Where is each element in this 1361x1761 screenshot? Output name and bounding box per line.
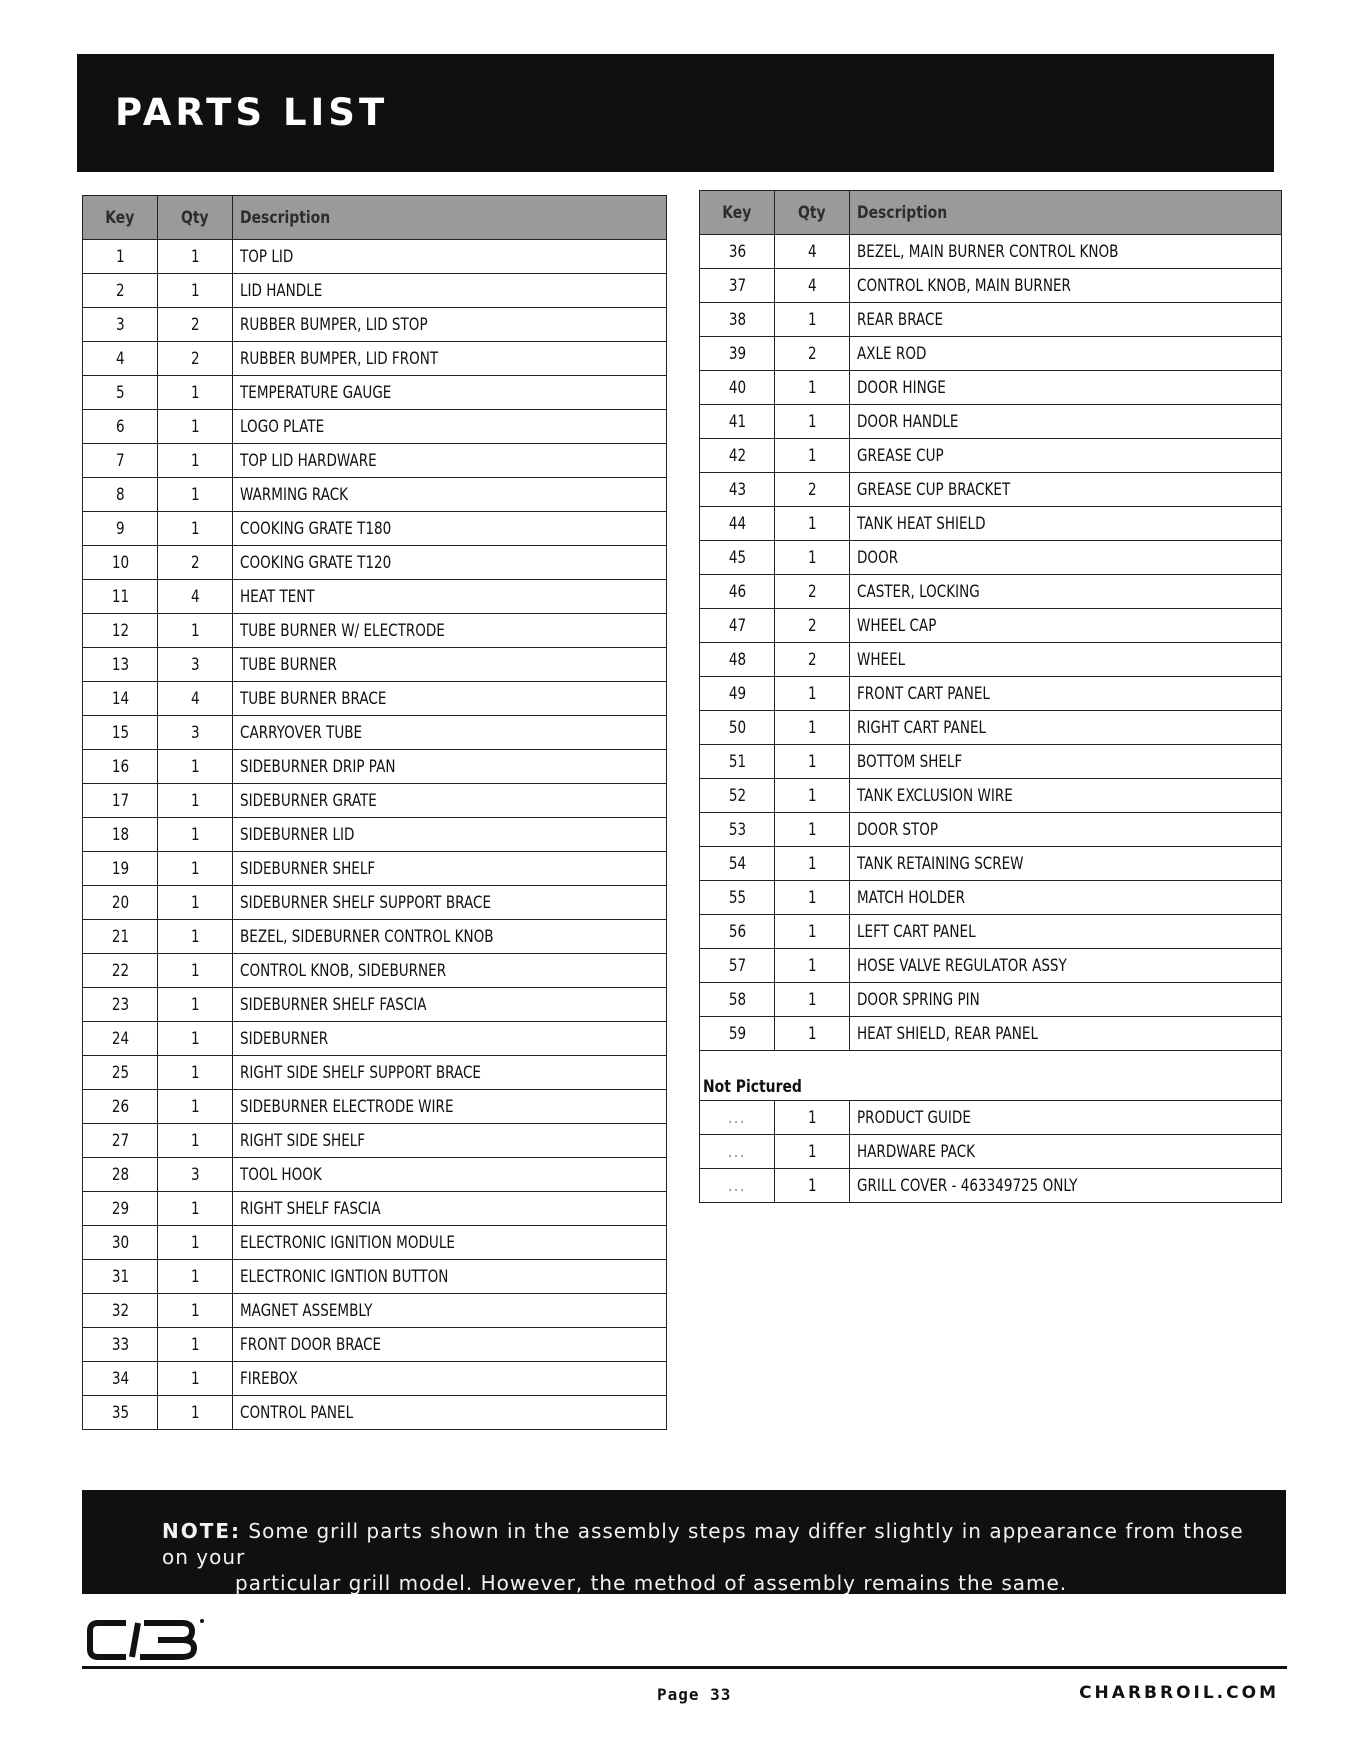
table-row <box>700 1135 1282 1169</box>
part-key: 38 <box>700 303 775 337</box>
table-row <box>83 580 667 614</box>
part-description: CASTER, LOCKING <box>850 575 1282 609</box>
table-row <box>83 784 667 818</box>
part-description: RIGHT SIDE SHELF SUPPORT BRACE <box>233 1056 667 1090</box>
part-qty: 1 <box>158 886 233 920</box>
part-qty: 1 <box>158 444 233 478</box>
part-qty: 1 <box>158 478 233 512</box>
part-key: 30 <box>83 1226 158 1260</box>
part-description: GRILL COVER - 463349725 ONLY <box>850 1169 1282 1203</box>
part-qty: 1 <box>775 677 850 711</box>
table-row <box>700 269 1282 303</box>
not-pictured-row <box>700 1051 1282 1101</box>
table-row <box>83 1260 667 1294</box>
part-description: BEZEL, SIDEBURNER CONTROL KNOB <box>233 920 667 954</box>
table-row <box>700 1169 1282 1203</box>
part-key: 18 <box>83 818 158 852</box>
part-key: 32 <box>83 1294 158 1328</box>
part-description: MATCH HOLDER <box>850 881 1282 915</box>
qty-column-header: Qty <box>158 196 233 240</box>
table-row <box>700 745 1282 779</box>
part-qty: 1 <box>775 983 850 1017</box>
part-description: WARMING RACK <box>233 478 667 512</box>
note-text <box>162 1518 1262 1596</box>
part-key: 9 <box>83 512 158 546</box>
part-description: AXLE ROD <box>850 337 1282 371</box>
part-qty: 1 <box>158 784 233 818</box>
table-row <box>700 643 1282 677</box>
description-column-header: Description <box>850 191 1282 235</box>
part-key: 59 <box>700 1017 775 1051</box>
part-description: RUBBER BUMPER, LID STOP <box>233 308 667 342</box>
part-qty: 1 <box>775 881 850 915</box>
part-description: HEAT TENT <box>233 580 667 614</box>
part-qty: 1 <box>158 1362 233 1396</box>
part-description: BEZEL, MAIN BURNER CONTROL KNOB <box>850 235 1282 269</box>
table-row <box>700 337 1282 371</box>
part-qty: 1 <box>158 1260 233 1294</box>
table-row <box>83 1294 667 1328</box>
table-row <box>700 813 1282 847</box>
part-description: TUBE BURNER <box>233 648 667 682</box>
part-description: CONTROL PANEL <box>233 1396 667 1430</box>
part-qty: 1 <box>775 1101 850 1135</box>
part-key: 6 <box>83 410 158 444</box>
table-row <box>700 983 1282 1017</box>
part-key: ... <box>700 1135 775 1169</box>
table-row <box>83 1328 667 1362</box>
part-qty: 1 <box>158 1226 233 1260</box>
part-key: 26 <box>83 1090 158 1124</box>
part-description: BOTTOM SHELF <box>850 745 1282 779</box>
page-title: PARTS LIST <box>115 91 389 134</box>
part-qty: 4 <box>158 580 233 614</box>
part-key: 3 <box>83 308 158 342</box>
table-row <box>83 1192 667 1226</box>
part-key: 37 <box>700 269 775 303</box>
table-row <box>83 852 667 886</box>
part-qty: 2 <box>775 643 850 677</box>
part-description: DOOR SPRING PIN <box>850 983 1282 1017</box>
part-key: 1 <box>83 240 158 274</box>
part-key: 57 <box>700 949 775 983</box>
part-key: 12 <box>83 614 158 648</box>
table-row <box>83 1124 667 1158</box>
table-row <box>700 677 1282 711</box>
part-description: RIGHT SIDE SHELF <box>233 1124 667 1158</box>
part-qty: 3 <box>158 1158 233 1192</box>
part-key: 33 <box>83 1328 158 1362</box>
part-qty: 1 <box>775 439 850 473</box>
table-row <box>83 444 667 478</box>
table-row <box>83 682 667 716</box>
table-row <box>700 303 1282 337</box>
part-description: RIGHT SHELF FASCIA <box>233 1192 667 1226</box>
part-key: ... <box>700 1169 775 1203</box>
part-qty: 1 <box>775 813 850 847</box>
part-key: 44 <box>700 507 775 541</box>
part-description: SIDEBURNER SHELF FASCIA <box>233 988 667 1022</box>
key-column-header: Key <box>700 191 775 235</box>
part-qty: 1 <box>775 745 850 779</box>
table-row <box>700 779 1282 813</box>
part-key: 50 <box>700 711 775 745</box>
part-key: 4 <box>83 342 158 376</box>
part-qty: 1 <box>775 541 850 575</box>
table-header-row <box>700 191 1282 235</box>
table-row <box>700 405 1282 439</box>
table-row <box>700 371 1282 405</box>
part-description: HARDWARE PACK <box>850 1135 1282 1169</box>
part-key: 24 <box>83 1022 158 1056</box>
part-key: 41 <box>700 405 775 439</box>
table-row <box>83 954 667 988</box>
note-label: NOTE: <box>162 1519 242 1543</box>
table-row <box>83 920 667 954</box>
part-key: 40 <box>700 371 775 405</box>
part-description: CARRYOVER TUBE <box>233 716 667 750</box>
table-row <box>83 546 667 580</box>
part-key: 55 <box>700 881 775 915</box>
table-row <box>83 308 667 342</box>
part-key: 16 <box>83 750 158 784</box>
part-key: 22 <box>83 954 158 988</box>
table-row <box>83 478 667 512</box>
part-key: 39 <box>700 337 775 371</box>
part-description: TOP LID <box>233 240 667 274</box>
part-description: RUBBER BUMPER, LID FRONT <box>233 342 667 376</box>
part-key: 42 <box>700 439 775 473</box>
part-description: TANK RETAINING SCREW <box>850 847 1282 881</box>
part-key: 28 <box>83 1158 158 1192</box>
part-key: 19 <box>83 852 158 886</box>
part-key: 20 <box>83 886 158 920</box>
part-qty: 1 <box>158 410 233 444</box>
table-row <box>700 1101 1282 1135</box>
part-key: 53 <box>700 813 775 847</box>
part-qty: 1 <box>775 1017 850 1051</box>
part-description: MAGNET ASSEMBLY <box>233 1294 667 1328</box>
table-row <box>700 541 1282 575</box>
part-qty: 2 <box>775 609 850 643</box>
part-description: LEFT CART PANEL <box>850 915 1282 949</box>
part-qty: 1 <box>158 376 233 410</box>
part-description: COOKING GRATE T180 <box>233 512 667 546</box>
part-key: 35 <box>83 1396 158 1430</box>
part-description: TUBE BURNER W/ ELECTRODE <box>233 614 667 648</box>
part-description: TOOL HOOK <box>233 1158 667 1192</box>
table-row <box>83 750 667 784</box>
table-row <box>700 711 1282 745</box>
parts-table-left <box>82 195 667 1430</box>
part-key: 46 <box>700 575 775 609</box>
table-row <box>83 410 667 444</box>
part-description: TOP LID HARDWARE <box>233 444 667 478</box>
part-key: 43 <box>700 473 775 507</box>
key-column-header: Key <box>83 196 158 240</box>
part-qty: 1 <box>158 274 233 308</box>
table-row <box>83 1022 667 1056</box>
part-qty: 1 <box>158 1124 233 1158</box>
table-row <box>83 1362 667 1396</box>
part-key: 2 <box>83 274 158 308</box>
part-description: CONTROL KNOB, SIDEBURNER <box>233 954 667 988</box>
part-qty: 1 <box>158 1396 233 1430</box>
table-row <box>700 881 1282 915</box>
table-row <box>700 473 1282 507</box>
part-key: 52 <box>700 779 775 813</box>
part-qty: 1 <box>775 507 850 541</box>
parts-table-right <box>699 190 1282 1203</box>
header-bar <box>77 54 1274 172</box>
part-key: 45 <box>700 541 775 575</box>
table-row <box>700 235 1282 269</box>
part-key: 21 <box>83 920 158 954</box>
part-description: SIDEBURNER DRIP PAN <box>233 750 667 784</box>
table-row <box>83 274 667 308</box>
part-description: COOKING GRATE T120 <box>233 546 667 580</box>
table-row <box>700 507 1282 541</box>
part-qty: 2 <box>158 342 233 376</box>
part-qty: 1 <box>158 954 233 988</box>
table-row <box>83 988 667 1022</box>
part-key: 54 <box>700 847 775 881</box>
part-qty: 1 <box>775 949 850 983</box>
part-description: FIREBOX <box>233 1362 667 1396</box>
table-row <box>83 342 667 376</box>
part-description: SIDEBURNER SHELF <box>233 852 667 886</box>
table-row <box>83 614 667 648</box>
part-description: GREASE CUP <box>850 439 1282 473</box>
table-row <box>700 847 1282 881</box>
part-key: 56 <box>700 915 775 949</box>
part-key: 51 <box>700 745 775 779</box>
part-qty: 1 <box>158 1056 233 1090</box>
part-description: SIDEBURNER <box>233 1022 667 1056</box>
part-qty: 4 <box>775 269 850 303</box>
part-qty: 2 <box>775 575 850 609</box>
part-qty: 1 <box>775 779 850 813</box>
part-description: HOSE VALVE REGULATOR ASSY <box>850 949 1282 983</box>
part-description: ELECTRONIC IGNITION MODULE <box>233 1226 667 1260</box>
table-row <box>700 609 1282 643</box>
part-qty: 1 <box>158 1328 233 1362</box>
part-qty: 2 <box>158 546 233 580</box>
page-number: Page 33 <box>657 1685 732 1704</box>
part-key: 27 <box>83 1124 158 1158</box>
part-qty: 4 <box>158 682 233 716</box>
part-key: 11 <box>83 580 158 614</box>
part-key: 10 <box>83 546 158 580</box>
part-description: LOGO PLATE <box>233 410 667 444</box>
part-description: DOOR <box>850 541 1282 575</box>
part-qty: 4 <box>775 235 850 269</box>
part-description: WHEEL <box>850 643 1282 677</box>
part-description: ELECTRONIC IGNTION BUTTON <box>233 1260 667 1294</box>
part-description: CONTROL KNOB, MAIN BURNER <box>850 269 1282 303</box>
note-banner <box>82 1490 1286 1594</box>
part-key: 58 <box>700 983 775 1017</box>
part-description: PRODUCT GUIDE <box>850 1101 1282 1135</box>
table-row <box>83 1158 667 1192</box>
table-row <box>83 1056 667 1090</box>
part-qty: 1 <box>158 614 233 648</box>
part-key: 5 <box>83 376 158 410</box>
part-qty: 1 <box>158 750 233 784</box>
part-key: 14 <box>83 682 158 716</box>
part-key: 7 <box>83 444 158 478</box>
part-description: SIDEBURNER ELECTRODE WIRE <box>233 1090 667 1124</box>
table-row <box>83 818 667 852</box>
part-description: TANK HEAT SHIELD <box>850 507 1282 541</box>
part-description: FRONT CART PANEL <box>850 677 1282 711</box>
part-qty: 2 <box>775 473 850 507</box>
table-row <box>83 716 667 750</box>
part-key: 31 <box>83 1260 158 1294</box>
not-pictured-label: Not Pictured <box>703 1077 802 1097</box>
part-key: 23 <box>83 988 158 1022</box>
part-qty: 1 <box>158 1294 233 1328</box>
table-row <box>83 648 667 682</box>
table-row <box>700 1017 1282 1051</box>
part-key: 36 <box>700 235 775 269</box>
part-qty: 1 <box>775 711 850 745</box>
part-key: 17 <box>83 784 158 818</box>
part-qty: 1 <box>158 1192 233 1226</box>
part-description: DOOR HINGE <box>850 371 1282 405</box>
part-description: TUBE BURNER BRACE <box>233 682 667 716</box>
part-qty: 1 <box>158 240 233 274</box>
part-key: 47 <box>700 609 775 643</box>
part-key: 15 <box>83 716 158 750</box>
part-qty: 3 <box>158 648 233 682</box>
note-line-2: particular grill model. However, the method of assembly remains the same. <box>235 1571 1068 1595</box>
part-description: RIGHT CART PANEL <box>850 711 1282 745</box>
part-qty: 1 <box>158 1022 233 1056</box>
part-description: LID HANDLE <box>233 274 667 308</box>
part-key: 48 <box>700 643 775 677</box>
part-description: GREASE CUP BRACKET <box>850 473 1282 507</box>
part-description: REAR BRACE <box>850 303 1282 337</box>
part-key: 34 <box>83 1362 158 1396</box>
qty-column-header: Qty <box>775 191 850 235</box>
part-description: SIDEBURNER SHELF SUPPORT BRACE <box>233 886 667 920</box>
table-row <box>83 240 667 274</box>
part-description: WHEEL CAP <box>850 609 1282 643</box>
part-key: 29 <box>83 1192 158 1226</box>
footer-rule <box>82 1666 1287 1669</box>
part-qty: 1 <box>158 818 233 852</box>
part-description: DOOR STOP <box>850 813 1282 847</box>
part-qty: 1 <box>775 847 850 881</box>
description-column-header: Description <box>233 196 667 240</box>
part-description: FRONT DOOR BRACE <box>233 1328 667 1362</box>
table-row <box>83 512 667 546</box>
table-header-row <box>83 196 667 240</box>
table-row <box>83 1396 667 1430</box>
part-qty: 1 <box>775 405 850 439</box>
part-qty: 1 <box>775 371 850 405</box>
part-qty: 1 <box>158 988 233 1022</box>
part-qty: 1 <box>775 1169 850 1203</box>
part-qty: 1 <box>775 1135 850 1169</box>
table-row <box>83 1090 667 1124</box>
part-description: TEMPERATURE GAUGE <box>233 376 667 410</box>
part-key: 25 <box>83 1056 158 1090</box>
part-qty: 1 <box>158 852 233 886</box>
table-row <box>83 376 667 410</box>
part-key: 13 <box>83 648 158 682</box>
part-qty: 1 <box>775 915 850 949</box>
charbroil-logo-icon <box>86 1615 226 1665</box>
part-key: 49 <box>700 677 775 711</box>
part-qty: 2 <box>775 337 850 371</box>
note-line-1: Some grill parts shown in the assembly steps may differ slightly in appearance from those on your <box>162 1519 1244 1569</box>
table-row <box>700 949 1282 983</box>
part-qty: 1 <box>158 1090 233 1124</box>
table-row <box>700 575 1282 609</box>
part-qty: 3 <box>158 716 233 750</box>
table-row <box>83 886 667 920</box>
table-row <box>83 1226 667 1260</box>
part-description: TANK EXCLUSION WIRE <box>850 779 1282 813</box>
part-description: SIDEBURNER LID <box>233 818 667 852</box>
table-row <box>700 439 1282 473</box>
part-description: DOOR HANDLE <box>850 405 1282 439</box>
part-description: HEAT SHIELD, REAR PANEL <box>850 1017 1282 1051</box>
part-qty: 1 <box>775 303 850 337</box>
website-url: CHARBROIL.COM <box>1079 1683 1279 1703</box>
part-qty: 1 <box>158 920 233 954</box>
part-key: 8 <box>83 478 158 512</box>
part-description: SIDEBURNER GRATE <box>233 784 667 818</box>
table-row <box>700 915 1282 949</box>
part-qty: 2 <box>158 308 233 342</box>
part-key: ... <box>700 1101 775 1135</box>
part-qty: 1 <box>158 512 233 546</box>
